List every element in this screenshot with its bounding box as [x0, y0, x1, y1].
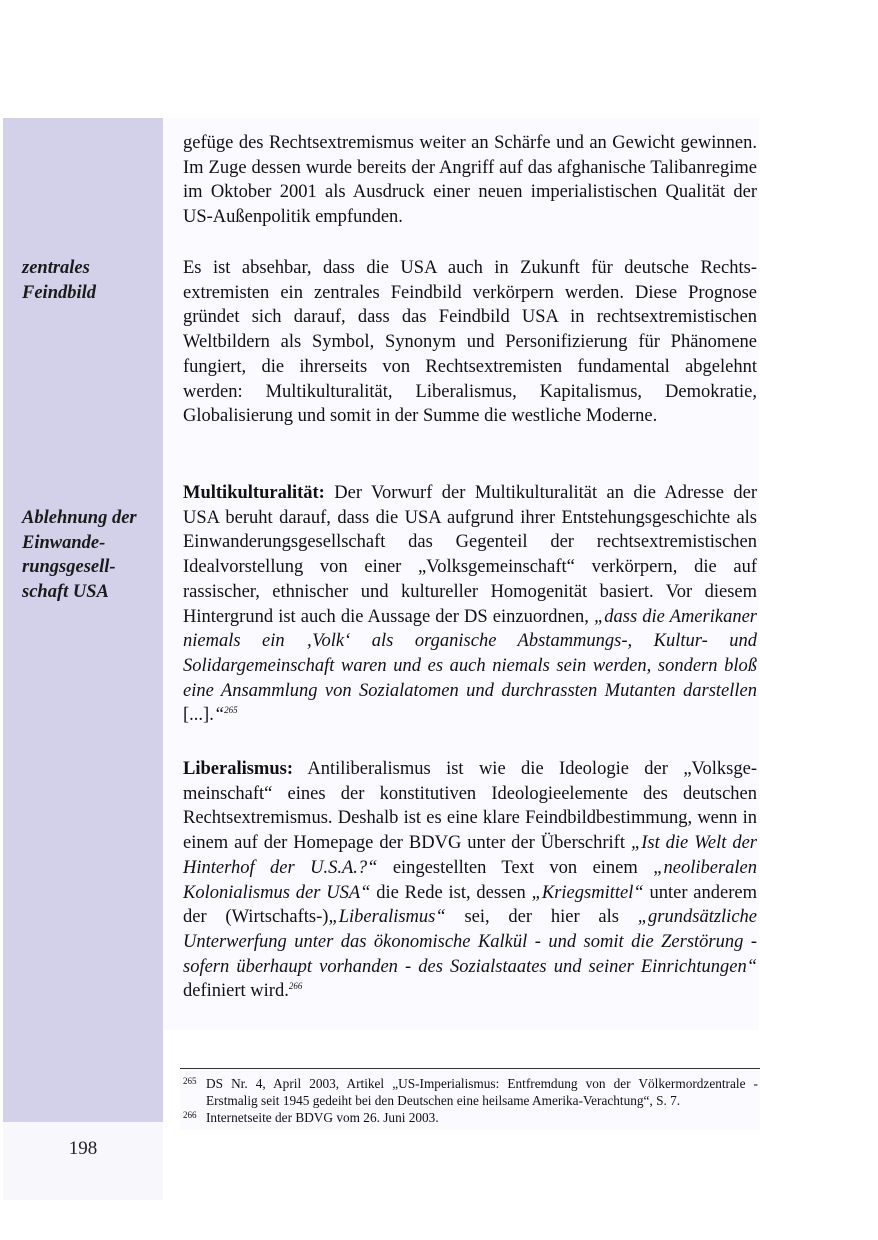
margin-note-zentrales-feindbild: [22, 256, 162, 305]
footnote-text: Internetseite der BDVG vom 26. Juni 2003.: [206, 1110, 439, 1125]
quote-ueberschrift: „Ist die Welt der Hinterhof der U.S.A.?“: [183, 833, 758, 878]
footnote-divider: [180, 1068, 760, 1069]
page-number-box: [3, 1122, 163, 1200]
quote-kriegsmittel: „Kriegsmittel“: [531, 882, 644, 903]
margin-note-line: Ablehnung der: [22, 508, 137, 528]
margin-note-line: Einwande-: [22, 532, 106, 553]
margin-note-ablehnung: [22, 506, 162, 605]
quote-close: “: [213, 705, 225, 726]
footnote-ref-266: 266: [288, 981, 303, 992]
footnote-ref-265: 265: [224, 705, 238, 716]
footnote-text: DS Nr. 4, April 2003, Artikel „US-Imperialismus: Entfremdung von der Völkermordzentrale - Erstmalig seit 1945 gedeiht bei den Deutschen eine heilsame Amerika-Verachtung“, S. 7.: [206, 1076, 758, 1108]
paragraph-text: die Rede ist, dessen: [370, 882, 532, 903]
footnote-number: 266: [183, 1110, 197, 1120]
quote-kolonialismus: „neoliberalen Kolonialismus der USA“: [183, 857, 757, 903]
quote-ds: „dass die Amerikaner niemals ein ‚Volk‘ als organische Abstammungs-, Kultur- und Solidargemeinschaft waren und es auch niemals sein werden, sondern bloß eine Ansammlung von Sozialatomen und durchrassten Mutanten darstellen: [183, 606, 757, 701]
quote-ellipsis: [...].: [183, 705, 214, 726]
margin-note-line: rungsgesell-: [22, 557, 116, 578]
paragraph-feindbild: Es ist absehbar, dass die USA auch in Zukunft für deutsche Rechtsextremisten ein zentrales Feindbild verkörpern werden. Diese Prognose gründet sich darauf, dass das Feindbild USA in rechtsextremistischen Weltbildern als Symbol, Synonym und Personifizierung für Phänomene fungiert, die ihrerseits von Rechtsextremisten fundamental abgelehnt werden: Multikulturalität, Liberalismus, Kapitalismus, Demokratie, Globalisierung und somit in der Summe die westliche Moderne.: [183, 258, 757, 427]
margin-note-line: zentrales: [22, 258, 90, 278]
paragraph-liberalismus: [183, 757, 757, 1004]
paragraph-lead-multikulturalitaet: Multikulturalität:: [183, 483, 325, 503]
margin-note-line: Feindbild: [22, 282, 97, 303]
footnote-number: 265: [183, 1076, 197, 1086]
page-number: 198: [68, 1138, 98, 1159]
paragraph-lead-liberalismus: Liberalismus:: [183, 759, 293, 779]
paragraph-text: unter anderem der (Wirtschafts-): [183, 882, 757, 928]
margin-note-line: schaft USA: [22, 582, 109, 603]
paragraph-text: Antiliberalismus ist wie die Ideologie der „Volksgemeinschaft“ eines der konstitutiven Ideologieelemente des deutschen Rechtsextremismus. Deshalb ist es eine klare Feindbildbestimmung, wenn in einem auf der Homepage der BDVG unter der Überschrift: [183, 759, 757, 854]
paragraph-intro: gefüge des Rechtsextremismus weiter an Schärfe und an Gewicht gewinnen. Im Zuge dessen wurde bereits der Angriff auf das afghanische Talibanregime im Oktober 2001 als Ausdruck einer neuen imperialistischen Qualität der US-Außenpolitik empfunden.: [183, 133, 757, 228]
quote-unterwerfung: „grundsätzliche Unterwerfung unter das ökonomische Kalkül - und somit die Zerstörung - sofern überhaupt vorhanden - des Sozialstaates und seiner Einrichtungen“: [183, 907, 757, 977]
paragraph-text: Der Vorwurf der Multikulturalität an die Adresse der USA beruht darauf, dass die USA aufgrund ihrer Entstehungsgeschichte als Einwanderungsgesellschaft das Gegenteil der rechtsextremistischen Idealvorstellung von einer „Volksgemeinschaft“ verkörpern, die auf rassischer, ethnischer und kultureller Homogenität basiert. Vor diesem Hintergrund ist auch die Aussage der DS einzuordnen,: [183, 483, 757, 627]
quote-liberalismus: „Liberalismus“: [328, 907, 446, 928]
paragraph-text: sei, der hier als: [445, 907, 638, 928]
paragraph-text: eingestellten Text von einem: [377, 857, 654, 878]
paragraph-text: definiert wird.: [183, 981, 289, 1002]
paragraph-multikulturalitaet: [183, 481, 757, 728]
